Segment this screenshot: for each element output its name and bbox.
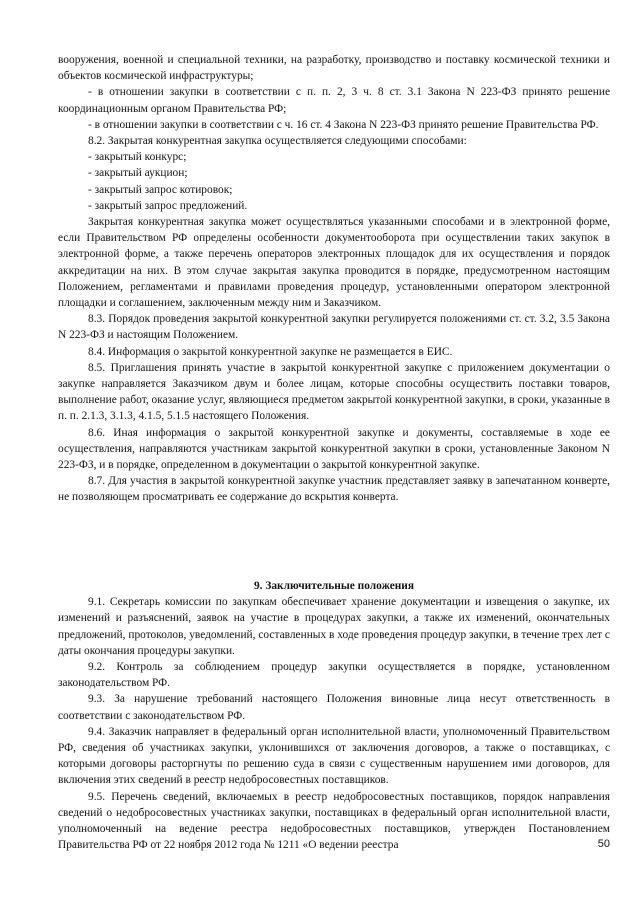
paragraph-p-8-5: 8.5. Приглашения принять участие в закрытой конкурентной закупке с приложением документации о закупке направляется Заказчиком двум и более лицам, которые способны осуществить поставки товаров, выполнение работ, оказание услуг, являющиеся предметом закрытой конкурентной закупки, в сроки, указанные в п. п. 2.1.3, 3.1.3, 4.1.5, 5.1.5 настоящего Положения.: [58, 361, 610, 423]
paragraph-p-item-2: - в отношении закупки в соответствии с п. п. 2, 3 ч. 8 ст. 3.1 Закона N 223-ФЗ принято решение координационным органом Правительства РФ;: [58, 86, 610, 115]
paragraph-p-cont-1: вооружения, военной и специальной техники, на разработку, производство и поставку космической техники и объектов космической инфраструктуры;: [58, 54, 610, 83]
paragraph-p-electronic: Закрытая конкурентная закупка может осуществляться указанными способами и в электронной форме, если Правительством РФ определены особенности документооборота при осуществлении таких закупок в электронной форме, а также перечень операторов электронных площадок для их осуществления и порядок аккредитации на них. В этом случае закрытая закупка проводится в порядке, предусмотренном настоящим Положением, регламентами и правилами проведения процедур, установленными оператором электронной площадки и соглашением, заключенным между ним и Заказчиком.: [58, 216, 610, 310]
paragraph-p-method-1: - закрытый конкурс;: [88, 151, 187, 164]
paragraph-p-9-3: 9.3. За нарушение требований настоящего Положения виновные лица несут ответственность в соответствии с законодательством РФ.: [58, 693, 610, 722]
paragraph-p-8-2: 8.2. Закрытая конкурентная закупка осуществляется следующими способами:: [88, 135, 467, 148]
paragraph-p-8-6: 8.6. Иная информация о закрытой конкурентной закупке и документы, составляемые в ходе ее осуществления, направляются участникам закрытой конкурентной закупки в сроки, установленные Законом N 223-ФЗ, и в порядке, определенном в документации о закрытой конкурентной закупке.: [58, 426, 610, 472]
paragraph-p-8-7: 8.7. Для участия в закрытой конкурентной закупке участник представляет заявку в запечатанном конверте, не позволяющем просматривать ее содержание до вскрытия конверта.: [58, 475, 610, 504]
paragraph-p-8-4: 8.4. Информация о закрытой конкурентной закупке не размещается в ЕИС.: [88, 345, 453, 358]
page-number: 50: [597, 838, 610, 850]
paragraph-p-method-3: - закрытый запрос котировок;: [88, 183, 233, 196]
paragraph-p-9-1: 9.1. Секретарь комиссии по закупкам обеспечивает хранение документации и извещения о закупке, их изменений и разъяснений, заявок на участие в процедурах закупки, а также их изменений, окончательных предложений, протоколов, уведомлений, составленных в ходе проведения процедур закупки, в течение трех лет с даты окончания процедуры закупки.: [58, 596, 610, 657]
section-9: [58, 564, 610, 853]
paragraph-p-9-5: 9.5. Перечень сведений, включаемых в реестр недобросовестных поставщиков, порядок направления сведений о недобросовестных участниках закупки, поставщиках в федеральный орган исполнительной власти, уполномоченный на ведение реестра недобросовестных поставщиков, утвержден Постановлением Правительства РФ от 22 ноября 2012 года № 1211 «О ведении реестра: [58, 790, 610, 852]
paragraph-p-method-4: - закрытый запрос предложений.: [88, 199, 248, 212]
paragraph-p-9-4: 9.4. Заказчик направляет в федеральный орган исполнительной власти, уполномоченный Правительством РФ, сведения об участниках закупки, уклонившихся от заключения договоров, а также о поставщиках, с которыми договоры расторгнуты по решению суда в связи с существенным нарушением ими договоров, для включения этих сведений в реестр недобросовестных поставщиков.: [58, 725, 610, 787]
paragraph-p-method-2: - закрытый аукцион;: [88, 167, 188, 180]
section-8-continuation: [58, 52, 610, 506]
paragraph-p-item-3: - в отношении закупки в соответствии с ч. 16 ст. 4 Закона N 223-ФЗ принято решение Правительства РФ.: [88, 118, 599, 131]
paragraph-p-8-3: 8.3. Порядок проведения закрытой конкурентной закупки регулируется положениями ст. ст. 3.2, 3.5 Закона N 223-ФЗ и настоящим Положением.: [58, 313, 610, 342]
section-heading: 9. Заключительные положения: [253, 580, 415, 592]
paragraph-p-9-2: 9.2. Контроль за соблюдением процедур закупки осуществляется в порядке, установленном законодательством РФ.: [58, 661, 610, 690]
